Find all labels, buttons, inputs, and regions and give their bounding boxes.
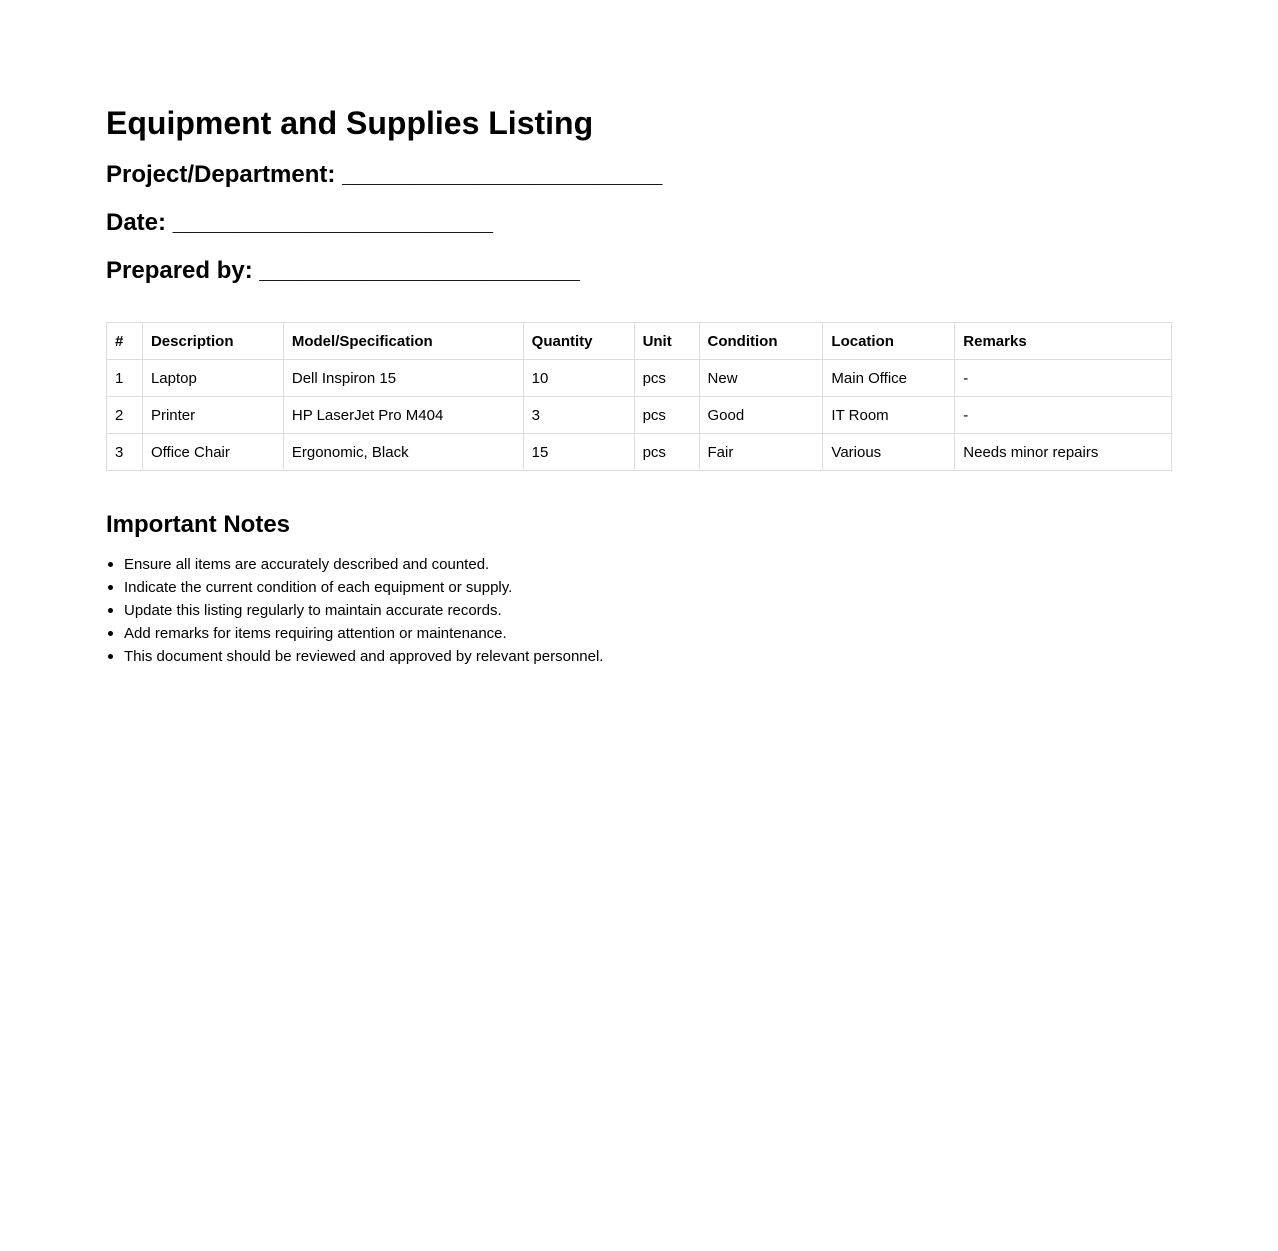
document-title: Equipment and Supplies Listing [106, 105, 594, 141]
notes-list [106, 553, 603, 668]
cell-location: Main Office [823, 360, 955, 397]
cell-condition: Fair [699, 434, 823, 471]
cell-quantity: 10 [523, 360, 634, 397]
cell-quantity: 3 [523, 397, 634, 434]
cell-description: Printer [142, 397, 283, 434]
cell-unit: pcs [634, 360, 699, 397]
cell-remarks: - [955, 397, 1172, 434]
header-remarks: Remarks [955, 323, 1172, 360]
list-item: Indicate the current condition of each equipment or supply. [124, 576, 603, 599]
header-condition: Condition [699, 323, 823, 360]
date-field [106, 209, 493, 237]
project-department-label: Project/Department: [106, 161, 336, 188]
project-department-blank: ________________________ [342, 161, 663, 188]
header-number: # [107, 323, 143, 360]
prepared-by-label: Prepared by: [106, 257, 253, 284]
header-model-specification: Model/Specification [283, 323, 523, 360]
cell-location: IT Room [823, 397, 955, 434]
cell-description: Office Chair [142, 434, 283, 471]
header-description: Description [142, 323, 283, 360]
project-department-field [106, 161, 662, 189]
prepared-by-blank: ________________________ [259, 257, 580, 284]
list-item: Ensure all items are accurately described and counted. [124, 553, 603, 576]
table-header-row [107, 323, 1172, 360]
cell-unit: pcs [634, 434, 699, 471]
equipment-table [106, 322, 1172, 471]
cell-remarks: - [955, 360, 1172, 397]
cell-model-specification: Dell Inspiron 15 [283, 360, 523, 397]
cell-condition: New [699, 360, 823, 397]
cell-number: 1 [107, 360, 143, 397]
date-blank: ________________________ [172, 209, 494, 236]
cell-unit: pcs [634, 397, 699, 434]
cell-model-specification: HP LaserJet Pro M404 [283, 397, 523, 434]
notes-heading: Important Notes [106, 511, 291, 538]
list-item: Update this listing regularly to maintain accurate records. [124, 599, 603, 622]
list-item: This document should be reviewed and approved by relevant personnel. [124, 645, 603, 668]
cell-location: Various [823, 434, 955, 471]
cell-number: 2 [107, 397, 143, 434]
header-location: Location [823, 323, 955, 360]
header-quantity: Quantity [523, 323, 634, 360]
date-label: Date: [106, 209, 167, 236]
header-unit: Unit [634, 323, 699, 360]
cell-number: 3 [107, 434, 143, 471]
prepared-by-field [106, 257, 580, 285]
cell-model-specification: Ergonomic, Black [283, 434, 523, 471]
list-item: Add remarks for items requiring attention or maintenance. [124, 622, 603, 645]
table-row [107, 360, 1172, 397]
cell-quantity: 15 [523, 434, 634, 471]
cell-remarks: Needs minor repairs [955, 434, 1172, 471]
table-row [107, 397, 1172, 434]
cell-condition: Good [699, 397, 823, 434]
table-row [107, 434, 1172, 471]
cell-description: Laptop [142, 360, 283, 397]
